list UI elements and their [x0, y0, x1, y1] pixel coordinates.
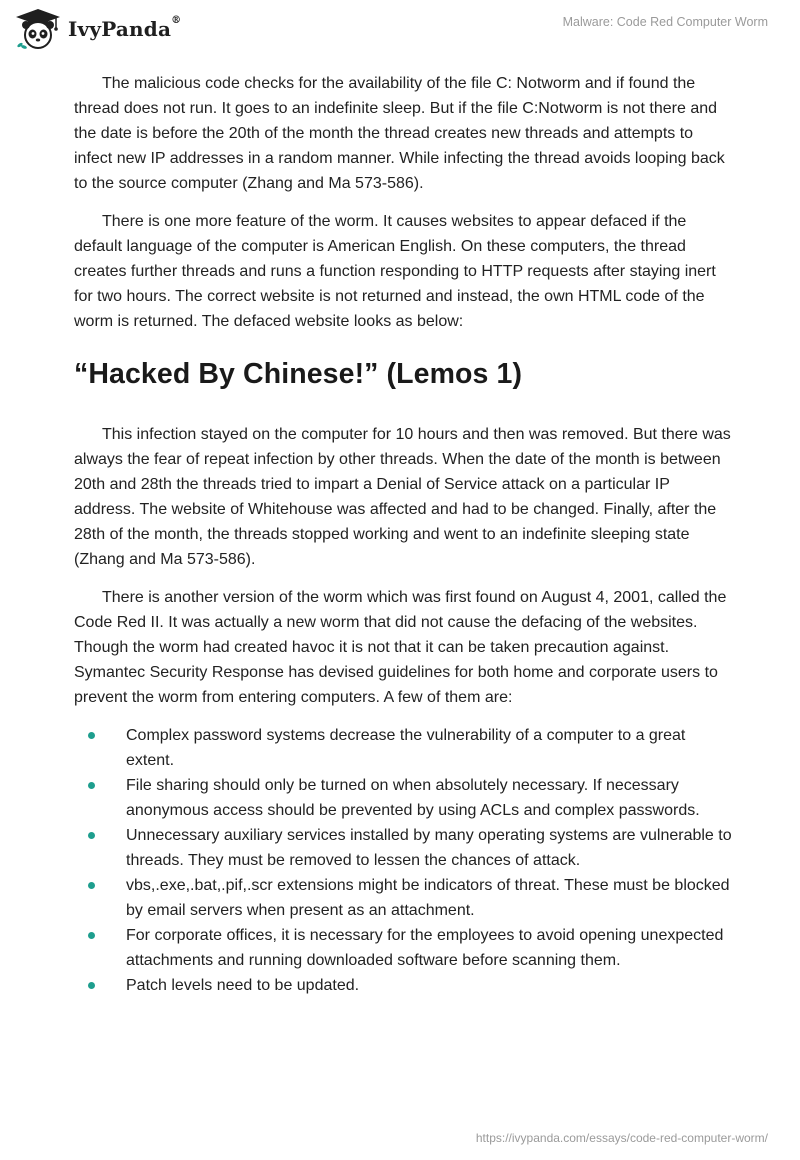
list-item-text: Unnecessary auxiliary services installed by many operating systems are vulnerable to threads. They must be removed to lessen the chances of attack.: [126, 827, 732, 869]
prevention-list: [74, 723, 734, 998]
bullet-icon: [88, 982, 95, 989]
panda-graduate-icon: [14, 8, 62, 50]
bullet-icon: [88, 882, 95, 889]
bullet-icon: [88, 932, 95, 939]
list-item: [74, 873, 734, 923]
list-item-text: For corporate offices, it is necessary for the employees to avoid opening unexpected attachments and running downloaded software before scanning them.: [126, 927, 724, 969]
list-item-text: File sharing should only be turned on when absolutely necessary. If necessary anonymous access should be prevented by using ACLs and complex passwords.: [126, 777, 700, 819]
essay-body: [74, 71, 734, 998]
source-url[interactable]: https://ivypanda.com/essays/code-red-computer-worm/: [475, 1131, 768, 1145]
registered-mark: ®: [171, 15, 182, 26]
ivypanda-logo[interactable]: [14, 8, 181, 50]
list-item-text: Patch levels need to be updated.: [126, 977, 360, 994]
list-item: [74, 823, 734, 873]
paragraph: There is one more feature of the worm. It causes websites to appear defaced if the default language of the computer is American English. On these computers, the thread creates further threads and runs a function responding to HTTP requests after staying inert for two hours. The correct website is not returned and instead, the own HTML code of the worm is returned. The defaced website looks as below:: [74, 213, 716, 330]
bullet-icon: [88, 832, 95, 839]
document-title: Malware: Code Red Computer Worm: [562, 15, 768, 29]
quoted-headline: “Hacked By Chinese!” (Lemos 1): [74, 358, 523, 390]
list-item: [74, 923, 734, 973]
list-item: [74, 723, 734, 773]
paragraph: There is another version of the worm which was first found on August 4, 2001, called the Code Red II. It was actually a new worm that did not cause the defacing of the websites. Though the worm had created havoc it is not that it can be taken precaution against. Symantec Security Response has devised guidelines for both home and corporate users to prevent the worm from entering computers. A few of them are:: [74, 589, 727, 706]
list-item: [74, 773, 734, 823]
page-header: [0, 0, 800, 60]
paragraph: This infection stayed on the computer for 10 hours and then was removed. But there was always the fear of repeat infection by other threads. When the date of the month is between 20th and 28th the threads tried to impart a Denial of Service attack on a particular IP address. The website of Whitehouse was affected and had to be changed. Finally, after the 28th of the month, the threads stopped working and went to an indefinite sleeping state (Zhang and Ma 573-586).: [74, 426, 731, 568]
brand-name: IvyPanda®: [68, 15, 182, 41]
list-item: [74, 973, 734, 998]
bullet-icon: [88, 732, 95, 739]
list-item-text: vbs,.exe,.bat,.pif,.scr extensions might be indicators of threat. These must be blocked by email servers when present as an attachment.: [126, 877, 730, 919]
bullet-icon: [88, 782, 95, 789]
paragraph: The malicious code checks for the availability of the file C: Notworm and if found the thread does not run. It goes to an indefinite sleep. But if the file C:Notworm is not there and the date is before the 20th of the month the thread creates new threads and attempts to infect new IP addresses in a random manner. While infecting the thread avoids looping back to the source computer (Zhang and Ma 573-586).: [74, 75, 725, 192]
list-item-text: Complex password systems decrease the vulnerability of a computer to a great extent.: [126, 727, 686, 769]
